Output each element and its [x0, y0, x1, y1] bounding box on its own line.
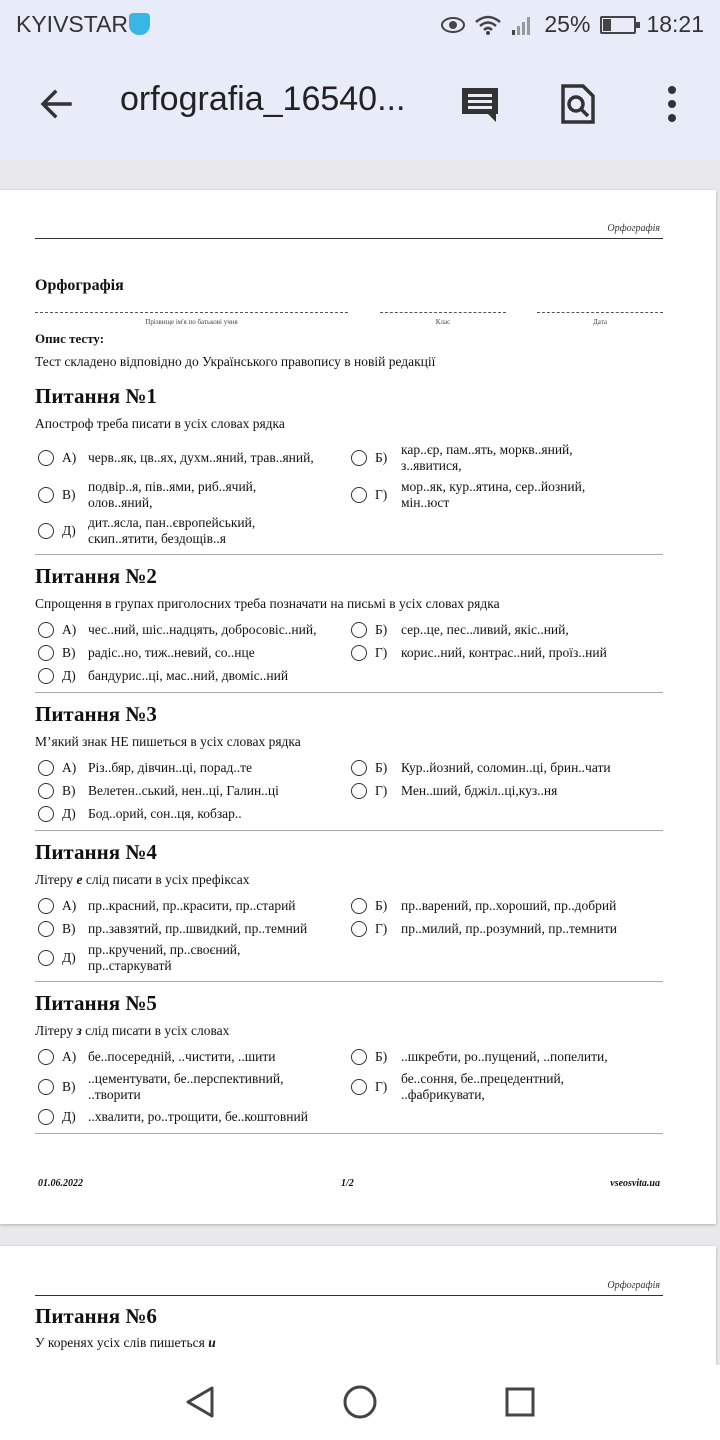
option-d[interactable] [351, 645, 671, 661]
option-text: пр..завзятий, пр..швидкий, пр..темний [88, 921, 308, 936]
option-e[interactable] [38, 806, 348, 822]
option-letter: Д) [62, 523, 76, 538]
option-letter: Г) [375, 487, 388, 502]
radio-button[interactable] [38, 622, 54, 638]
question-text: М’який знак НЕ пишеться в усіх словах рядка [35, 734, 301, 749]
option-letter: Д) [62, 668, 76, 683]
footer-site: vseosvita.ua [610, 1178, 660, 1189]
radio-button[interactable] [351, 645, 367, 661]
nav-home-icon[interactable] [340, 1382, 380, 1422]
question-text: Спрощення в групах приголосних треба позначати на письмі в усіх словах рядка [35, 596, 500, 611]
find-in-page-icon[interactable] [555, 82, 599, 126]
option-text: Мен..ший, бджіл..ці,куз..ня [401, 783, 558, 798]
option-text: пр..красний, пр..красити, пр..старий [88, 898, 296, 913]
radio-button[interactable] [38, 450, 54, 466]
question-separator [35, 554, 663, 555]
option-letter: Б) [375, 1049, 388, 1064]
carrier-name: KYIVSTAR [16, 11, 129, 37]
radio-button[interactable] [38, 783, 54, 799]
radio-button[interactable] [38, 898, 54, 914]
pdf-page-2 [0, 1246, 716, 1365]
question-separator [35, 981, 663, 982]
option-letter: В) [62, 783, 76, 798]
option-b[interactable] [351, 442, 671, 474]
comments-icon[interactable] [458, 82, 502, 126]
radio-button[interactable] [38, 1079, 54, 1095]
option-e[interactable] [38, 668, 348, 684]
question-text: Літеру з слід писати в усіх словах [35, 1023, 230, 1038]
radio-button[interactable] [38, 645, 54, 661]
option-letter: А) [62, 760, 77, 775]
option-e[interactable] [38, 1109, 348, 1125]
option-b[interactable] [351, 760, 671, 776]
radio-button[interactable] [38, 950, 54, 966]
description-label: Опис тесту: [35, 331, 105, 346]
option-letter: А) [62, 450, 77, 465]
radio-button[interactable] [38, 1109, 54, 1125]
radio-button[interactable] [351, 898, 367, 914]
document-viewer[interactable] [0, 160, 720, 1365]
radio-button[interactable] [351, 921, 367, 937]
radio-button[interactable] [38, 487, 54, 503]
class-field-label: Клас [435, 318, 451, 326]
option-letter: В) [62, 921, 76, 936]
question-text: Апостроф треба писати в усіх словах рядка [35, 416, 285, 431]
option-a[interactable] [38, 622, 348, 638]
radio-button[interactable] [351, 450, 367, 466]
status-bar [0, 0, 720, 50]
option-letter: Г) [375, 921, 388, 936]
footer-page-number: 1/2 [341, 1178, 354, 1189]
option-text: пр..милий, пр..розумний, пр..темнити [401, 921, 617, 936]
option-letter: Г) [375, 645, 388, 660]
question-separator [35, 692, 663, 693]
question-title: Питання №3 [35, 702, 157, 726]
pdf-page-1 [0, 190, 716, 1224]
option-text: черв..як, цв..ях, духм..яний, трав..яний, [88, 450, 314, 465]
header-rule [35, 1295, 663, 1296]
option-text: корис..ний, контрас..ний, проїз..ний [401, 645, 607, 660]
question-title: Питання №1 [35, 384, 157, 408]
option-letter: Б) [375, 760, 388, 775]
option-letter: В) [62, 1079, 76, 1094]
option-text: бе..посередній, ..чистити, ..шити [88, 1049, 276, 1064]
radio-button[interactable] [351, 622, 367, 638]
option-text: чес..ний, шіс..надцять, добросовіс..ний, [88, 622, 317, 637]
radio-button[interactable] [351, 487, 367, 503]
more-vert-icon[interactable] [650, 82, 694, 126]
radio-button[interactable] [351, 760, 367, 776]
option-d[interactable] [351, 921, 671, 937]
name-field-line [35, 312, 348, 313]
radio-button[interactable] [38, 523, 54, 539]
battery-icon [600, 16, 636, 34]
option-letter: Д) [62, 1109, 76, 1124]
option-d[interactable] [351, 479, 671, 511]
wifi-icon [474, 14, 502, 36]
date-field-line [537, 312, 663, 313]
header-subject: Орфографія [607, 223, 660, 234]
option-e[interactable] [38, 515, 348, 547]
option-b[interactable] [351, 622, 671, 638]
option-c[interactable] [38, 645, 348, 661]
test-title: Орфографія [35, 277, 124, 294]
radio-button[interactable] [351, 783, 367, 799]
option-text: сер..це, пес..ливий, якіс..ний, [401, 622, 569, 637]
option-text: радіс..но, тиж..невий, со..нце [88, 645, 255, 660]
description-text: Тест складено відповідно до Українського правопису в новій редакції [35, 354, 436, 369]
option-a[interactable] [38, 760, 348, 776]
option-text: ..цементувати, бе..перспективний, ..творити [88, 1071, 284, 1102]
option-text: Велетен..ський, нен..ці, Галин..ці [88, 783, 279, 798]
option-letter: Д) [62, 806, 76, 821]
option-d[interactable] [351, 783, 671, 799]
question-title: Питання №5 [35, 991, 157, 1015]
option-text: Бод..орий, сон..ця, кобзар.. [88, 806, 242, 821]
option-a[interactable] [38, 1049, 348, 1065]
radio-button[interactable] [38, 806, 54, 822]
question-title: Питання №6 [35, 1304, 157, 1328]
option-letter: А) [62, 622, 77, 637]
question-separator [35, 830, 663, 831]
header-rule [35, 238, 663, 239]
option-text: пр..варений, пр..хороший, пр..добрий [401, 898, 617, 913]
question-title: Питання №2 [35, 564, 157, 588]
radio-button[interactable] [351, 1079, 367, 1095]
radio-button[interactable] [38, 668, 54, 684]
eye-icon [440, 15, 466, 35]
option-text: Різ..бяр, дівчин..ці, порад..те [88, 760, 253, 775]
option-e[interactable] [38, 942, 348, 974]
radio-button[interactable] [351, 1049, 367, 1065]
question-text: У коренях усіх слів пишеться и [35, 1335, 216, 1350]
option-b[interactable] [351, 1049, 671, 1065]
option-text: бандурис..ці, мас..ний, двоміс..ний [88, 668, 289, 683]
option-text: подвір..я, пів..ями, риб..ячий, олов..яний, [88, 479, 257, 510]
option-text: мор..як, кур..ятина, сер..йозний, мін..юст [401, 479, 586, 510]
option-c[interactable] [38, 921, 348, 937]
document-title: orfografia_16540... [120, 80, 406, 118]
option-letter: Г) [375, 783, 388, 798]
back-arrow-icon[interactable] [36, 84, 76, 124]
date-field-label: Дата [593, 318, 607, 326]
clock: 18:21 [646, 11, 704, 37]
option-letter: В) [62, 645, 76, 660]
nav-recents-icon[interactable] [500, 1382, 540, 1422]
option-letter: А) [62, 1049, 77, 1064]
option-letter: Б) [375, 450, 388, 465]
header-subject: Орфографія [607, 1280, 660, 1291]
option-letter: А) [62, 898, 77, 913]
signal-icon [510, 14, 534, 36]
option-text: Кур..йозний, соломин..ці, брин..чати [401, 760, 611, 775]
option-text: дит..ясла, пан..європейський, скип..ятити, бездощів..я [88, 515, 256, 546]
option-text: кар..єр, пам..ять, моркв..яний, з..явитися, [401, 442, 573, 473]
option-b[interactable] [351, 898, 671, 914]
option-c[interactable] [38, 783, 348, 799]
nav-back-icon[interactable] [180, 1382, 220, 1422]
radio-button[interactable] [38, 1049, 54, 1065]
option-text: ..шкребти, ро..пущений, ..попелити, [401, 1049, 608, 1064]
question-title: Питання №4 [35, 840, 157, 864]
option-letter: Б) [375, 898, 388, 913]
option-text: бе..соння, бе..прецедентний, ..фабрикувати, [401, 1071, 565, 1102]
class-field-line [380, 312, 506, 313]
option-letter: Б) [375, 622, 388, 637]
radio-button[interactable] [38, 921, 54, 937]
question-text: Літеру е слід писати в усіх префіксах [35, 872, 250, 887]
option-c[interactable] [38, 479, 348, 511]
navigation-bar [0, 1365, 720, 1440]
battery-percent: 25% [544, 11, 591, 37]
option-a[interactable] [38, 450, 348, 466]
question-separator [35, 1133, 663, 1134]
option-text: ..хвалити, ро..трощити, бе..коштовний [88, 1109, 308, 1124]
radio-button[interactable] [38, 760, 54, 776]
option-text: пр..кручений, пр..своєний, пр..старкуватй [88, 942, 241, 973]
option-letter: В) [62, 487, 76, 502]
option-a[interactable] [38, 898, 348, 914]
option-letter: Г) [375, 1079, 388, 1094]
option-letter: Д) [62, 950, 76, 965]
option-d[interactable] [351, 1071, 671, 1103]
footer-date: 01.06.2022 [38, 1178, 83, 1189]
name-field-label: Прізвище ім'я по батькові учня [145, 318, 238, 326]
option-c[interactable] [38, 1071, 348, 1103]
app-bar [0, 50, 720, 160]
vpn-shield-icon [129, 13, 150, 35]
